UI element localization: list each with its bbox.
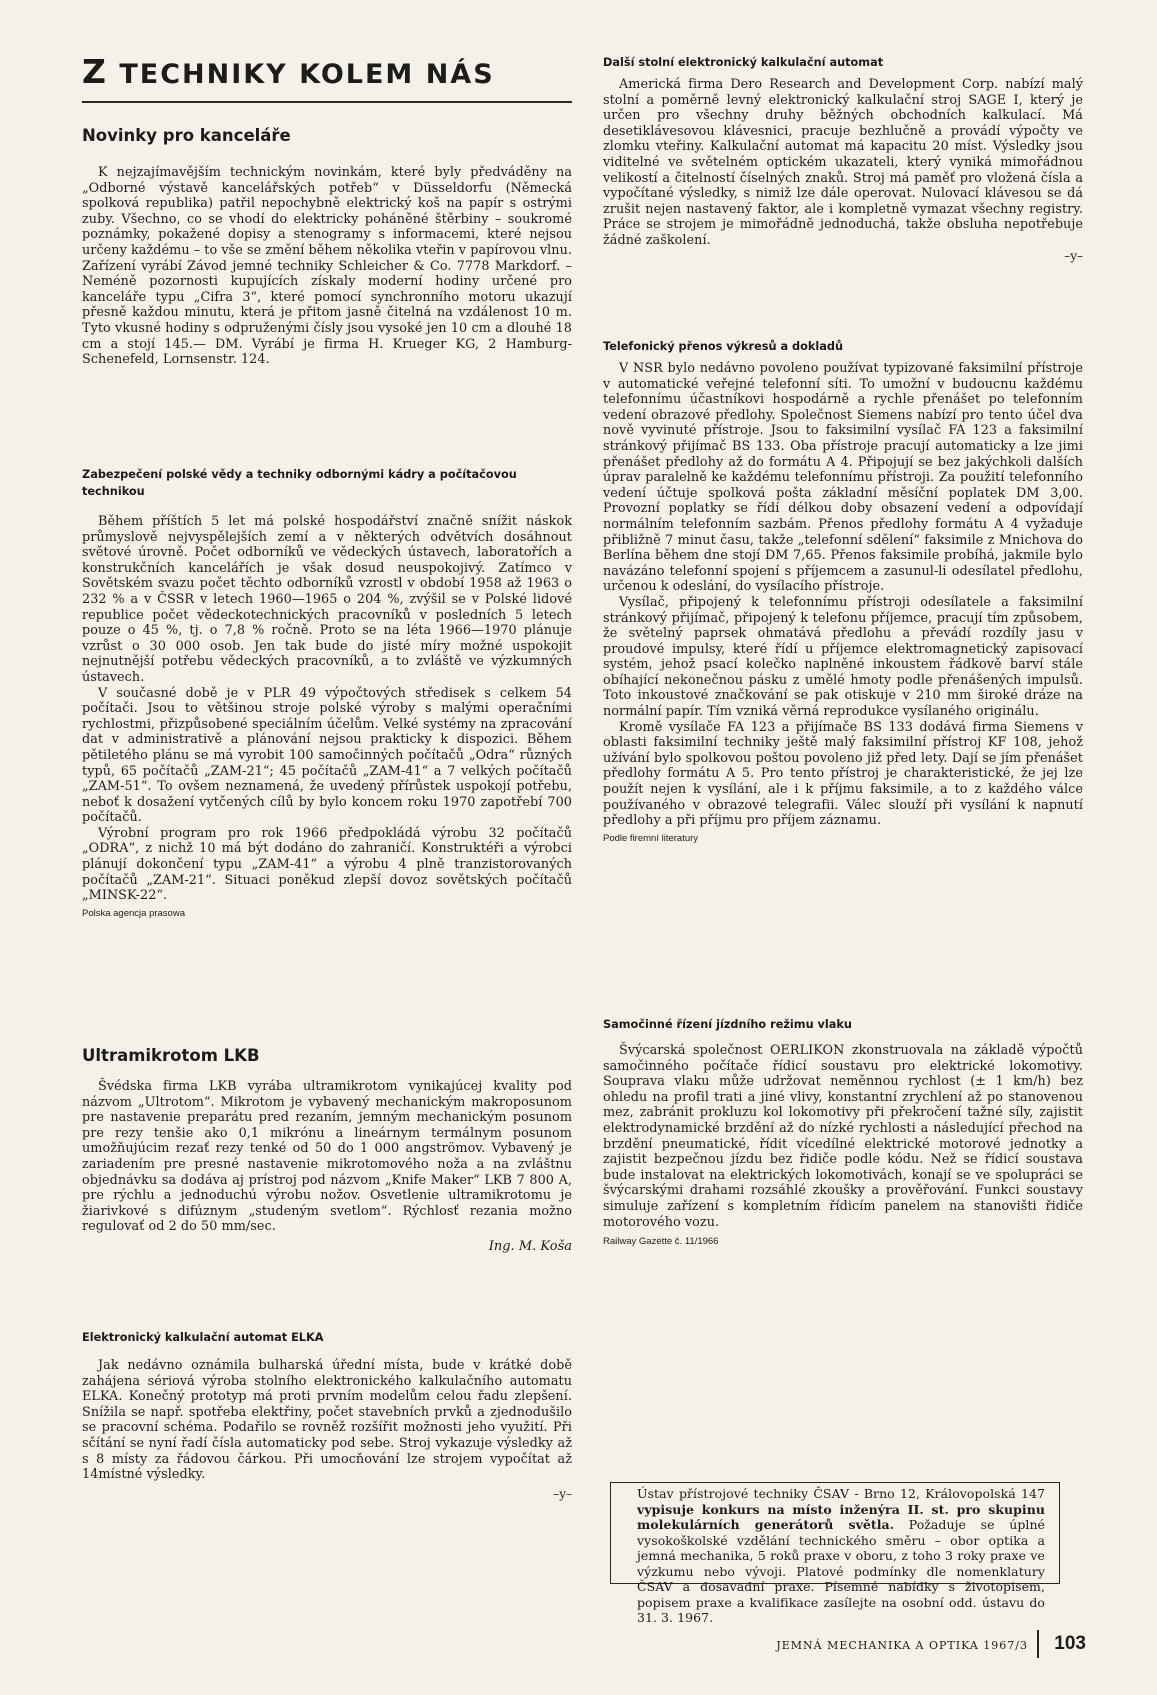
article-signature: –y– bbox=[1064, 248, 1083, 263]
page-number: 103 bbox=[1054, 1633, 1086, 1654]
article-vlak bbox=[603, 1016, 1083, 1247]
article-text: Švýcarská společnost OERLIKON zkonstruovala na základě výpočtů samočinného počítače řídicí soustavu pro elektrické lokomotivy. Souprava vlaku může udržovat neměnnou rychlost (± 1 km/h) bez ohledu na profil trati a jiné vlivy, konstantní zrychlení až po stanovenou mez, zabránit prokluzu kol lokomotivy při překročení tažné síly, zajistit elektrodynamické brzdění až do nízké rychlosti a následující přechod na brzdění pneumatické, řídit vícedílné elektrické motorové jednotky a zajistit bezpečnou jízdu bez řidiče podle kódu. Než se řídicí soustava bude instalovat na elektrických lokomotivách, konají se ve spolupráci se švýcarskými drahami rozsáhlé zkoušky a prověřování. Funkci soustavy simuluje zařízení s kompletním řídicím panelem na stanovišti řidiče motorového vozu. bbox=[603, 1043, 1083, 1230]
section-title bbox=[82, 52, 572, 91]
article-title: Zabezpečení polské vědy a techniky odbornými kádry a počítačovou technikou bbox=[82, 468, 517, 498]
article-paragraph: Kromě vysílače FA 123 a přijímače BS 133 dodává firma Siemens v oblasti faksimilní techniky ještě malý faksimilní přístroj KF 108, jehož užívání bylo spolkovou poštou povoleno již před lety. Dají se jím přenášet předlohy formátu A 5. Pro tento přístroj je charakteristické, že jej lze použít nejen k vysílání, ale i k příjmu faksimile, a to z každého válce používaného v obrazové telegrafii. Válec slouží při vysílání k napnutí předlohy a při příjmu pro příjem záznamu. bbox=[603, 719, 1083, 829]
article-text: K nejzajímavějším technickým novinkám, které byly předváděny na „Odborné výstavě kancelářských potřeb“ v Düsseldorfu (Německá spolková republika) patřil nepochybně elektrický koš na papír s ostrými zuby. Všechno, co se vhodí do elektricky poháněné štěrbiny – soukromé poznámky, pokažené dopisy a stenogramy s informacemi, které nejsou určeny každému – to vše se změní během několika vteřin v papírovou vlnu. Zařízení vyrábí Závod jemné techniky Schleicher & Co. 7778 Markdorf. – Neméně pozornosti kupujících získaly moderní hodiny určené pro kanceláře typu „Cifra 3“, které pomocí synchronního motoru ukazují přesně každou minutu, která je přitom jasně čitelná na vzdálenost 10 m. Tyto vkusné hodiny s odpruženými čísly jsou vysoké jen 10 cm a dlouhé 18 cm a stojí 145.— DM. Vyrábí je firma H. Krueger KG, 2 Hamburg-Schenefeld, Lornsenstr. 124. bbox=[82, 165, 572, 368]
article-ultramikrotom bbox=[82, 1046, 572, 1254]
footer-divider bbox=[1037, 1630, 1039, 1658]
article-elka bbox=[82, 1329, 572, 1501]
article-telefon bbox=[603, 338, 1083, 844]
article-paragraph: Během příštích 5 let má polské hospodářství značně snížit náskok průmyslově nejvyspělejších zemí a v některých odvětvích dosáhnout světové úrovně. Počet odborníků ve vědeckých ústavech, laboratořích a konstrukčních kancelářích je však dosud neuspokojivý. Zatímco v Sovětském svazu počet těchto odborníků vzrostl v období 1958 až 1963 o 232 % a v ČSSR v letech 1960—1965 o 204 %, zvýšil se v Polské lidové republice počet vědeckotechnických pracovníků v posledních 5 letech pouze o 45 %, tj. o 7,8 % ročně. Proto se na léta 1966—1970 plánuje vzrůst o 30 000 osob. Jen tak bude do jisté míry možné uspokojit nejnutnější potřebu vědeckých pracovníků, a to zvláště ve výzkumných ústavech. bbox=[82, 514, 572, 685]
article-paragraph: V NSR bylo nedávno povoleno používat typizované faksimilní přístroje v automatické veřejné telefonní síti. To umožní v budoucnu každému telefonnímu účastníkovi hospodárně a rychle přenášet po telefonním vedení obrazové předlohy. Společnost Siemens nabízí pro tento účel dva nově vyvinuté přístroje. Jsou to faksimilní vysílač FA 123 a faksimilní stránkový přijímač BS 133. Oba přístroje pracují automaticky a lze jimi přenášet předlohy až do formátu A 4. Připojují se bez jakýchkoli dalších úprav paralelně ke každému telefonnímu přístroji. Za použití telefonního vedení účtuje spolková pošta základní měsíční poplatek DM 3,00. Provozní poplatky se řídí délkou doby obsazení vedení a odpovídají normálním telefonním sazbám. Přenos předlohy formátu A 4 vyžaduje přibližně 7 minut času, takže „telefonní sdělení“ faksimile z Mnichova do Berlína během dne stojí DM 7,65. Přenos faksimile probíhá, jakmile bylo navázáno telefonní spojení s příjemcem a zasunul-li odesílatel předlohu, určenou k odeslání, do vysílacího přístroje. bbox=[603, 361, 1083, 595]
article-title: Samočinné řízení jízdního režimu vlaku bbox=[603, 1018, 852, 1031]
article-sage bbox=[603, 54, 1083, 263]
article-source: Polska agencja prasowa bbox=[82, 907, 185, 919]
job-notice-box bbox=[610, 1482, 1060, 1625]
article-polske bbox=[82, 466, 572, 919]
page-footer bbox=[778, 1630, 1098, 1660]
article-source: Railway Gazette č. 11/1966 bbox=[603, 1236, 719, 1248]
section-title-initial: Z bbox=[82, 52, 108, 91]
article-paragraph: Výrobní program pro rok 1966 předpokládá výrobu 32 počítačů „ODRA“, z nichž 10 má být dodáno do zahraničí. Konstruktéři a výrobci plánují dokončení typu „ZAM-41“ a výrobu 4 plně tranzistorovaných počítačů „ZAM-21“. Situaci poněkud zlepší dovoz sovětských počítačů „MINSK-22“. bbox=[82, 825, 572, 904]
job-notice-text bbox=[637, 1483, 1045, 1626]
article-author: Ing. M. Koša bbox=[488, 1238, 572, 1254]
article-signature: –y– bbox=[553, 1486, 572, 1501]
article-source: Podle firemní literatury bbox=[603, 832, 699, 844]
notice-highlight: vypisuje konkurs na místo inženýra II. st. pro skupinu molekulárních generátorů světla. bbox=[637, 1501, 1045, 1532]
article-text: Americká firma Dero Research and Development Corp. nabízí malý stolní a poměrně levný elektronický kalkulační stroj SAGE I, který je určen pro všechny druhy běžných obchodních kalkulací. Má desetiklávesovou klávesnici, pracuje bezhlučně a provádí výpočty ve zlomku vteřiny. Kalkulační automat má kapacitu 20 míst. Výsledky jsou viditelné ve světelném optickém ukazateli, který vyniká mimořádnou velikostí a čitelností číselných znaků. Stroj má paměť pro vložená čísla a vypočítané výsledky, s nimiž lze dále operovat. Nulovací klávesou se dá zrušit nejen nastavený faktor, ale i kompletně vymazat všechny registry. Práce se strojem je mimořádně jednoduchá, takže obsluha nepotřebuje žádné zaškolení. bbox=[603, 77, 1083, 248]
journal-name: JEMNÁ MECHANIKA A OPTIKA 1967/3 bbox=[776, 1639, 1028, 1652]
article-text: Švédska firma LKB vyrába ultramikrotom vynikajúcej kvality pod názvom „Ultrotom“. Mikrotom je vybavený mechanickým makroposunom pre nastavenie preparátu pred rezaním, jemným mechanickým posunom pre rezy tenšie ako 0,1 mikrónu a lineárnym termálnym posunom umožňujúcim rezať rezy tenké od 50 do 1 000 angströmov. Vybavený je zariadením pre presné nastavenie mikrotomového noža a na zvláštnu objednávku sa dodáva aj prístroj pod názvom „Knife Maker“ LKB 7 800 A, pre rýchlu a jednoduchú výrobu nožov. Osvetlenie ultramikrotomu je žiarivkové s difúznym „studeným svetlom“. Rýchlosť rezania možno regulovať od 2 do 50 mm/sec. bbox=[82, 1079, 572, 1235]
section-title-text: TECHNIKY KOLEM NÁS bbox=[107, 59, 495, 90]
section-title-rule bbox=[82, 101, 572, 103]
article-title: Telefonický přenos výkresů a dokladů bbox=[603, 340, 843, 353]
article-title: Ultramikrotom LKB bbox=[82, 1046, 260, 1065]
article-paragraph: V současné době je v PLR 49 výpočtových středisek s celkem 54 počítači. Jsou to většinou stroje polské výroby s malými operačními rychlostmi, přizpůsobené speciálním účelům. Velké systémy na zpracování dat v administrativě a plánování nejsou prakticky k dispozici. Během pětiletého plánu se má vyrobit 100 samočinných počítačů „Odra“ různých typů, 65 počítačů „ZAM-21“; 45 počítačů „ZAM-41“ a 7 velkých počítačů „ZAM-51“. To ovšem neznamená, že uvedený přírůstek uspokojí potřebu, neboť k dosažení vytčených cílů by bylo koncem roku 1970 zapotřebí 700 počítačů. bbox=[82, 685, 572, 826]
notice-intro: Ústav přístrojové techniky ČSAV - Brno 12, Královopolská 147 bbox=[637, 1486, 1045, 1501]
article-novinky bbox=[82, 126, 572, 368]
article-title: Další stolní elektronický kalkulační automat bbox=[603, 56, 884, 69]
article-title: Elektronický kalkulační automat ELKA bbox=[82, 1331, 324, 1344]
article-title: Novinky pro kanceláře bbox=[82, 126, 291, 145]
article-paragraph: Vysílač, připojený k telefonnímu přístroji odesílatele a faksimilní stránkový přijímač, připojený k telefonu příjemce, pracují tím způsobem, že světelný paprsek ohmatává předlohu a převádí rozdíly jasu v proudové impulsy, které řídí u příjemce elektromagnetický zapisovací systém, jehož psací kolečko naplněné inkoustem řádkově barví stále obíhající nekonečnou pásku z umělé hmoty podle přenášených impulsů. Toto inkoustové značkování se pak otiskuje v 210 mm široké dráze na normální papír. Tím vzniká věrná reprodukce vysílaného originálu. bbox=[603, 594, 1083, 720]
article-text: Jak nedávno oznámila bulharská úřední místa, bude v krátké době zahájena sériová výroba stolního elektronického kalkulačního automatu ELKA. Konečný prototyp má proti prvním modelům celou řadu zlepšení. Snížila se např. spotřeba elektřiny, počet stavebních prvků a zjednodušilo se pracovní schéma. Podařilo se rovněž rozšířit možnosti jeho využití. Při sčítání se nyní řadí čísla automaticky pod sebe. Stroj vykazuje výsledky až s 8 místy za řádovou čárkou. Při umocňování lze strojem vypočítat až 14místné výsledky. bbox=[82, 1358, 572, 1483]
notice-details: Požaduje se úplné vysokoškolské vzdělání technického směru – obor optika a jemná mechanika, 5 roků praxe v oboru, z toho 3 roky praxe ve výzkumu nebo vývoji. Platové podmínky dle nomenklatury ČSAV a dosavadní praxe. Písemné nabídky s životopisem, popisem praxe a kvalifikace zasílejte na osobní odd. ústavu do 31. 3. 1967. bbox=[637, 1517, 1045, 1625]
